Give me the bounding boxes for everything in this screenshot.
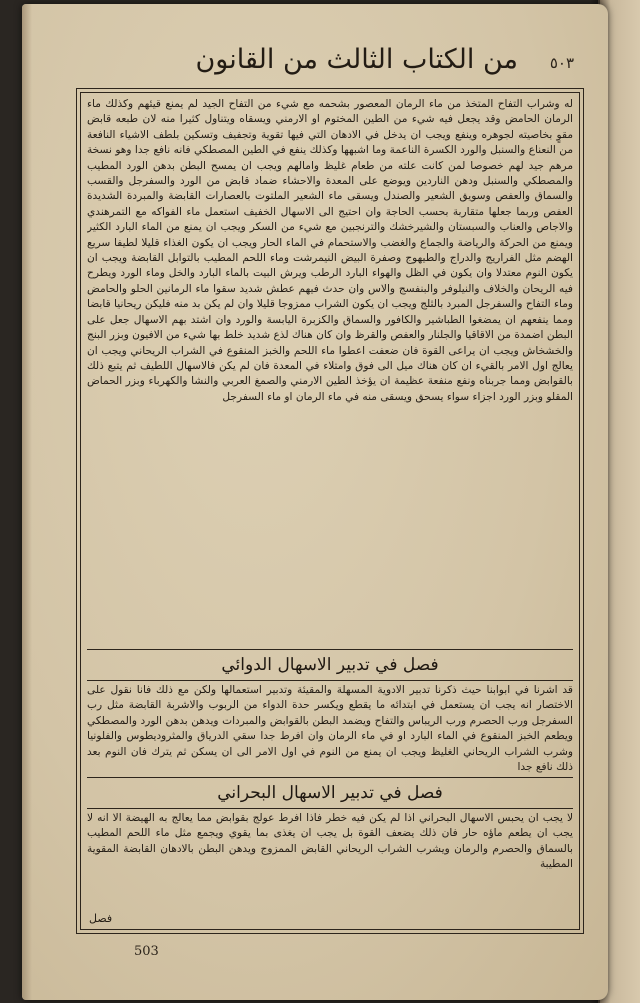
page-number-top: ٥٠٣ bbox=[549, 54, 574, 72]
page-number-bottom: 503 bbox=[134, 944, 159, 959]
section-paragraph-2 bbox=[87, 811, 573, 887]
section-heading-drug-diarrhea: فصل في تدبير الاسهال الدوائي bbox=[221, 655, 439, 675]
text-block bbox=[87, 97, 573, 887]
text-frame bbox=[80, 92, 580, 930]
catchword: فصل bbox=[89, 912, 113, 925]
section-rule-top-1 bbox=[87, 649, 573, 650]
section-rule-top-2 bbox=[87, 777, 573, 778]
main-paragraph bbox=[87, 97, 573, 647]
paragraph-text-1: له وشراب التفاح المتخذ من ماء الرمان المعصور بشحمه مع شيء من التفاح الجيد لم يمنع قيئهم وكذلك ماء الرمان الحامض وقد يجعل فيه شيء من الطين المختوم او الارمني ويسقاه ويتناول كثيرا منه لان طبعه قابض مقوٍ بخاصيته لجوهره وينفع ويجب ان يدخل في الادهان التي فيها تقوية وتجفيف وتسكين بلطف الاشياء النافعة من النعناع والسنبل والورد الكسرة الناعمة وما اشبهها وكذلك ينفع في الطين المصطكي فانه نافع جدا وهو نسخة مرهم جيد لهم خصوصا لمن كانت علته من طعام غليظ وامالهم ويجب ان يمسح البطن بدهن الورد المطيب والمصطكي والسنبل ودهن الناردين ويوضع على المعدة والاحشاء ضماد قابض من الورد والسفرجل والقسب والسماق والعفص وسويق الشعير والصندل ويسقى ماء الشعير الملتوت بالعصارات القابضة والمبردة الشديدة العفص وربما جعلها متقاربة بحسب الحاجة وان احتيج الى الاسهال الخفيف استعمل ماء الفواكه مع التمرهندي والاجاص والعناب والسبستان والشيرخشك والترنجبين مع شيء من السكر ويجب ان يمنع من الماء البارد الكثير ويمنع من الحركة والرياضة والجماع والغضب والاستحمام في الماء الحار ويجب ان يكون الغذاء قليلا لطيفا سريع الهضم مثل الفراريج والدراج والطيهوج وصفرة البيض النيمرشت وماء اللحم المطيب بالتوابل القابضة ويجب ان يكون النوم معتدلا وان يكون في الظل والهواء البارد الرطب ويرش البيت بالماء البارد والخل وماء الورد ويطرح فيه الريحان والخلاف والنيلوفر والبنفسج والاس وان حدث فيهم عطش شديد سقوا ماء الرمانين الحلو والحامض وماء التفاح والسفرجل المبرد بالثلج ويجب ان يكون الشراب ممزوجا قليلا وان لم يكن بد منه فليكن ريحانيا قابضا ومما ينفعهم ان يمضغوا الطباشير والكافور والسماق والكزبرة اليابسة والورد وان اشتد بهم الاسهال جعل على البطن اضمدة من الاقاقيا والجلنار والعفص والقرظ وان كان هناك لذع شديد خلط بها شيء من الافيون وبزر البنج والخشخاش ويجب ان يراعى القوة فان ضعفت اعطوا ماء اللحم والخبز المنقوع في الشراب الريحاني ويجب ان يعالج اول الامر بالقيء ان كان هناك ميل الى فوق وامتلاء في المعدة فان لم يكن فالاسهال اللطيف ثم يتبع ذلك بالقوابض ومما جربناه ونفع منفعة عظيمة ان يؤخذ الطين الارمني والصمغ العربي والنشا والكهرباء وبزر الحماض المقلو وبزر الورد اجزاء سواء يسحق ويسقى منه في ماء الرمان او ماء السفرجل bbox=[87, 98, 573, 403]
paragraph-text-2: قد اشرنا في ابوابنا حيث ذكرنا تدبير الادوية المسهلة والمقيئة وتدبير استعمالها ولكن مع ذلك فانا نقول على الاختصار انه يجب ان يستعمل في ابتدائه ما يقطع ويكسر حدة الدواء من الربوب والاشربة القابضة مثل رب السفرجل ورب الحصرم ورب الريباس والتفاح ويضمد البطن بالقوابض والمبردات ويدهن بدهن الورد والمصطكي ويطعم الخبز المنقوع في الماء البارد او في ماء الرمان وان افرط جدا سقي الدرياق والمثروديطوس والفلونيا وشرب الشراب الريحاني الغليظ ويجب ان يمنع من النوم في اول الامر الى ان يسكن ثم يترك فان النوم بعد ذلك نافع جدا bbox=[87, 684, 573, 774]
running-title: من الكتاب الثالث من القانون bbox=[195, 44, 518, 75]
section-rule-bottom-1 bbox=[87, 680, 573, 681]
book-page bbox=[22, 4, 608, 1000]
paragraph-text-3: لا يجب ان يحبس الاسهال البحراني اذا لم يكن فيه خطر فاذا افرط عولج بقوابض مما يعالج به الهيضة الا انه لا يجب ان يطعم ماؤه حار فان ذلك يضعف القوة بل يجب ان يغذى بما يقوي ويجمع مثل ماء اللحم المطيب بالسماق والحصرم والرمان ويشرب الشراب الريحاني القابض الممزوج ويدهن البطن بالادهان القابضة المقوية المطيبة bbox=[87, 812, 573, 871]
section-paragraph-1 bbox=[87, 683, 573, 775]
page-edge-shade bbox=[22, 4, 32, 1000]
page-header bbox=[102, 44, 578, 90]
section-rule-bottom-2 bbox=[87, 808, 573, 809]
section-heading-crisis-diarrhea: فصل في تدبير الاسهال البحراني bbox=[217, 783, 443, 803]
